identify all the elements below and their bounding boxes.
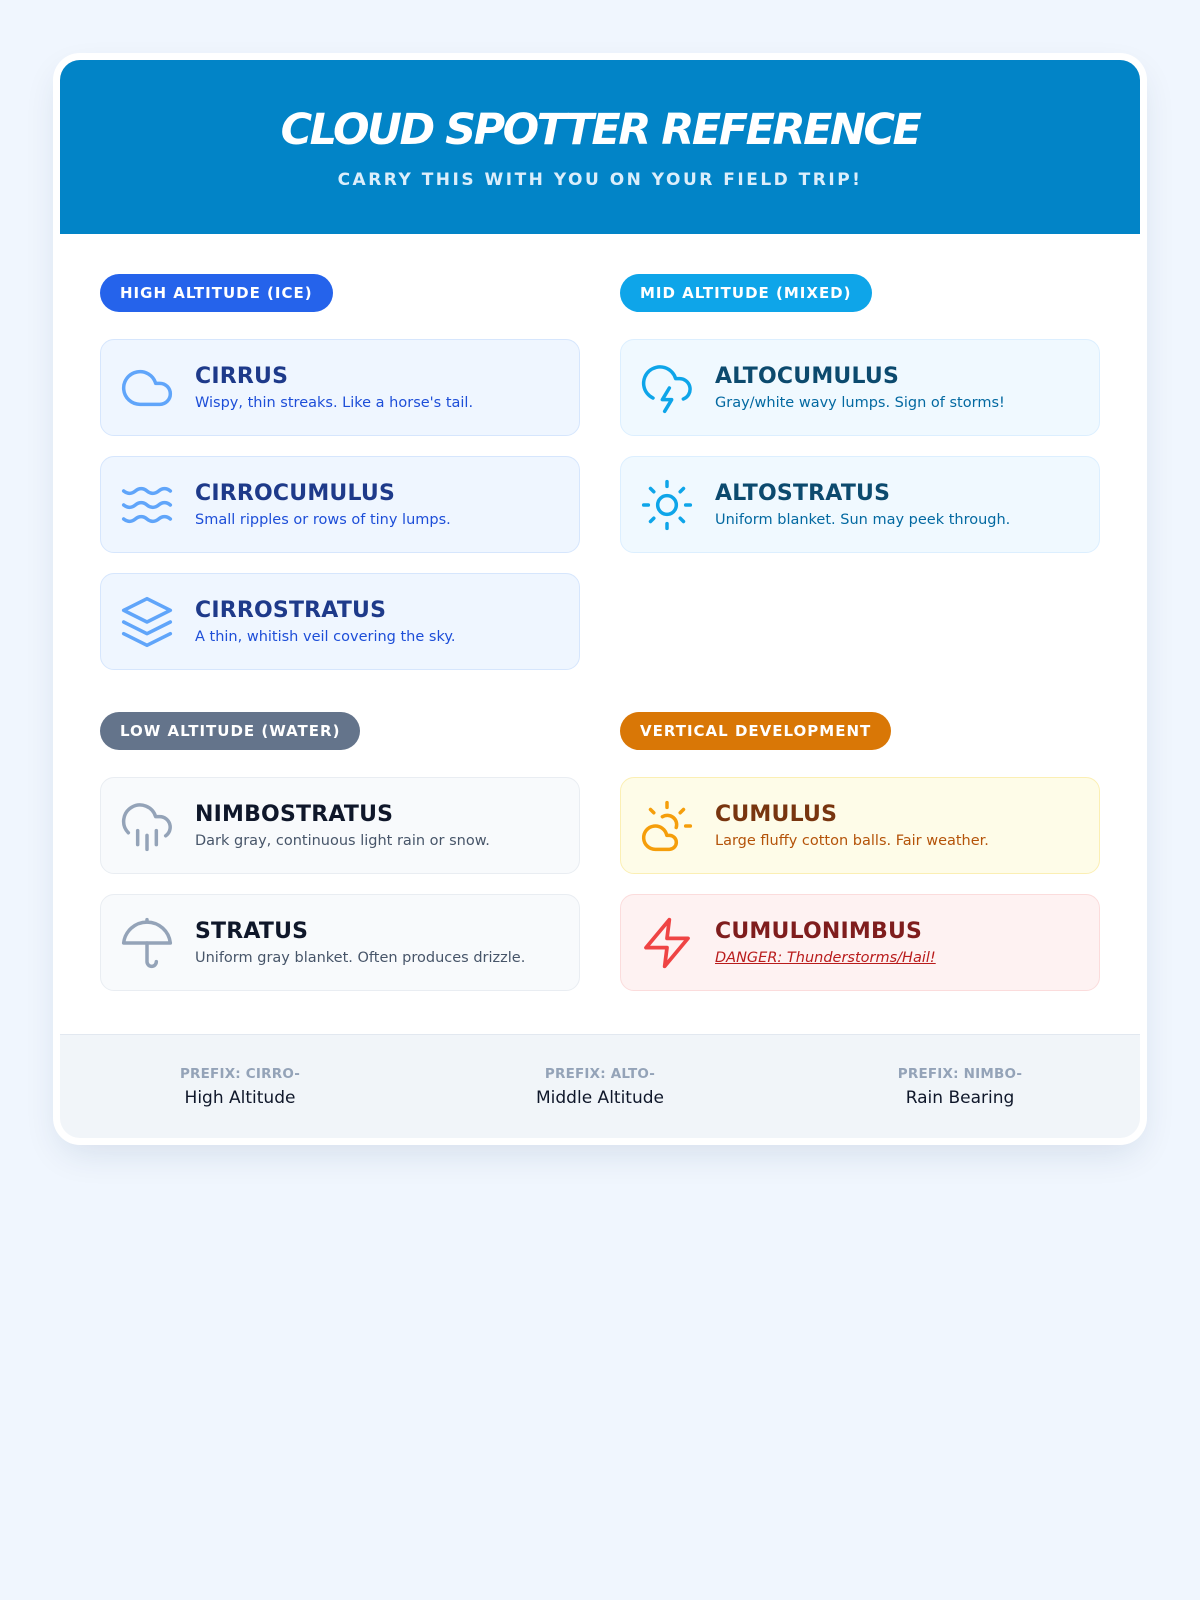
cloud-sections	[60, 234, 1140, 1034]
cloud-name: ALTOCUMULUS	[715, 363, 900, 389]
cloud-card-altocumulus	[620, 339, 1100, 436]
cloud-card-cumulus	[620, 777, 1100, 874]
cloud-sun-icon	[639, 798, 695, 854]
cloud-rain-icon	[119, 798, 175, 854]
cloud-name: CUMULUS	[715, 801, 838, 827]
cloud-name: CIRROSTRATUS	[195, 597, 387, 623]
prefix-meaning: Rain Bearing	[905, 1087, 1015, 1108]
cloud-card-cirrocumulus	[100, 456, 580, 553]
cloud-card-altostratus	[620, 456, 1100, 553]
waves-icon	[119, 477, 175, 533]
section-badge-vertical: VERTICAL DEVELOPMENT	[620, 712, 891, 750]
cloud-card-stratus	[100, 894, 580, 991]
prefix-legend	[60, 1034, 1140, 1138]
reference-card	[60, 60, 1140, 1138]
cloud-name: CIRRUS	[195, 363, 289, 389]
cloud-description: Large fluffy cotton balls. Fair weather.	[715, 832, 989, 849]
prefix-meaning: High Altitude	[184, 1087, 296, 1108]
section-badge-low: LOW ALTITUDE (WATER)	[100, 712, 360, 750]
cloud-description: Gray/white wavy lumps. Sign of storms!	[715, 394, 1005, 411]
prefix-alto	[420, 1066, 780, 1108]
cloud-name: NIMBOSTRATUS	[195, 801, 394, 827]
prefix-label: PREFIX: ALTO-	[544, 1065, 656, 1082]
cloud-card-nimbostratus	[100, 777, 580, 874]
cloud-card-cirrostratus	[100, 573, 580, 670]
cloud-name: CIRROCUMULUS	[195, 480, 396, 506]
header	[60, 60, 1140, 234]
cloud-description: Wispy, thin streaks. Like a horse's tail.	[195, 394, 474, 411]
cloud-icon	[119, 360, 175, 416]
cloud-description: Small ripples or rows of tiny lumps.	[195, 511, 451, 528]
prefix-cirro	[60, 1066, 420, 1108]
section-mid-altitude	[620, 274, 1100, 573]
cloud-description: Uniform blanket. Sun may peek through.	[715, 511, 1011, 528]
prefix-label: PREFIX: CIRRO-	[179, 1065, 301, 1082]
cloud-name: ALTOSTRATUS	[715, 480, 891, 506]
prefix-nimbo	[780, 1066, 1140, 1108]
cloud-description: Dark gray, continuous light rain or snow.	[195, 832, 490, 849]
cloud-card-cumulonimbus	[620, 894, 1100, 991]
section-low-altitude	[100, 712, 580, 1011]
umbrella-icon	[119, 915, 175, 971]
sun-icon	[639, 477, 695, 533]
cloud-name: CUMULONIMBUS	[715, 918, 923, 944]
cloud-description: A thin, whitish veil covering the sky.	[195, 628, 456, 645]
cloud-name: STRATUS	[195, 918, 309, 944]
section-badge-mid: MID ALTITUDE (MIXED)	[620, 274, 872, 312]
danger-warning: DANGER: Thunderstorms/Hail!	[715, 949, 936, 966]
cloud-card-cirrus	[100, 339, 580, 436]
prefix-meaning: Middle Altitude	[536, 1087, 664, 1108]
cloud-description: Uniform gray blanket. Often produces drizzle.	[195, 949, 526, 966]
lightning-icon	[639, 915, 695, 971]
page-subtitle: CARRY THIS WITH YOU ON YOUR FIELD TRIP!	[337, 170, 863, 190]
section-high-altitude	[100, 274, 580, 690]
layers-icon	[119, 594, 175, 650]
page-title: CLOUD SPOTTER REFERENCE	[280, 105, 920, 155]
cloud-lightning-icon	[639, 360, 695, 416]
section-vertical-development	[620, 712, 1100, 1011]
prefix-label: PREFIX: NIMBO-	[897, 1065, 1023, 1082]
section-badge-high: HIGH ALTITUDE (ICE)	[100, 274, 333, 312]
